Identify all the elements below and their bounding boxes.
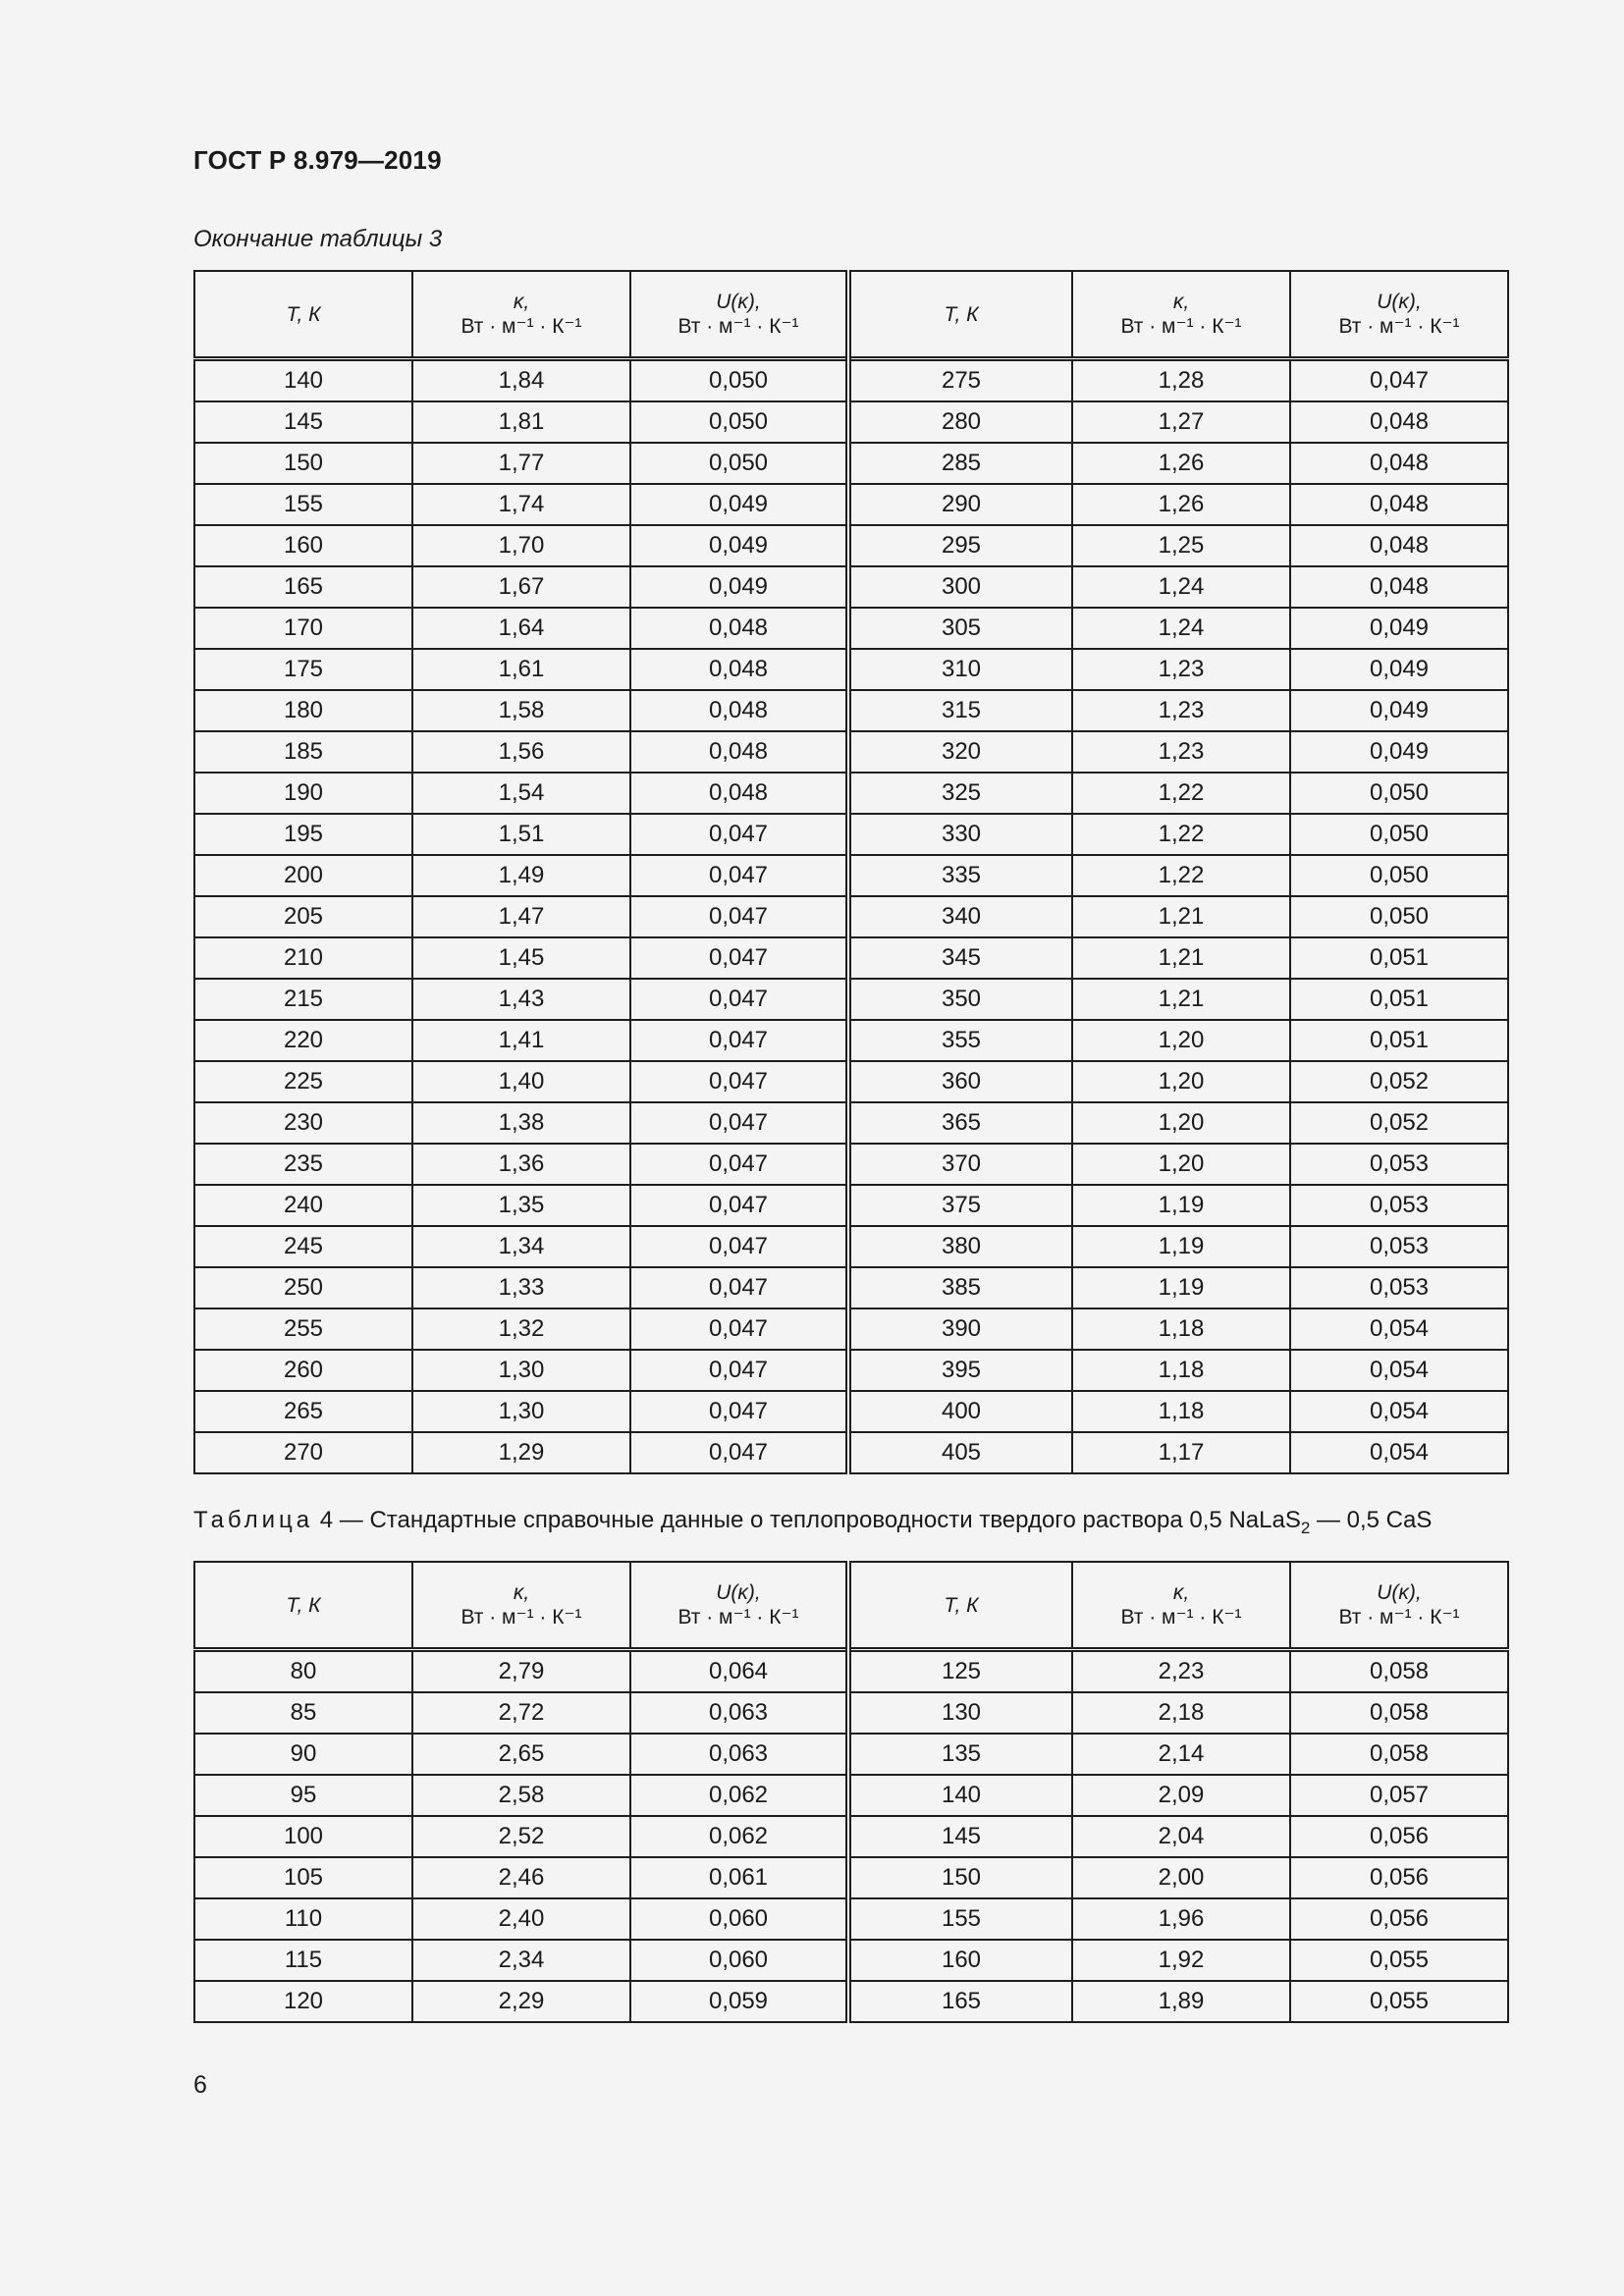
cell-uncertainty: 0,053: [1290, 1267, 1508, 1308]
table-row: [194, 1816, 1508, 1857]
table-row: [194, 1267, 1508, 1308]
cell-conductivity: 2,18: [1072, 1692, 1290, 1734]
cell-conductivity: 1,34: [412, 1226, 630, 1267]
cell-uncertainty: 0,051: [1290, 979, 1508, 1020]
table-row: [194, 608, 1508, 649]
cell-uncertainty: 0,056: [1290, 1898, 1508, 1940]
cell-temperature: 165: [194, 566, 412, 608]
cell-uncertainty: 0,048: [630, 608, 848, 649]
table-row: [194, 1308, 1508, 1350]
cell-temperature: 265: [194, 1391, 412, 1432]
cell-conductivity: 1,77: [412, 443, 630, 484]
cell-temperature: 330: [848, 814, 1072, 855]
cell-temperature: 340: [848, 896, 1072, 937]
table-row: [194, 1061, 1508, 1102]
table-4-caption: Таблица 4 — Стандартные справочные данные о теплопроводности твердого раствора 0,5 NaLaS$_2$ — 0,5 CaS: [193, 1507, 1433, 1537]
cell-uncertainty: 0,053: [1290, 1144, 1508, 1185]
cell-temperature: 240: [194, 1185, 412, 1226]
cell-uncertainty: 0,047: [630, 1267, 848, 1308]
cell-conductivity: 1,29: [412, 1432, 630, 1473]
cell-uncertainty: 0,048: [630, 649, 848, 690]
cell-temperature: 115: [194, 1940, 412, 1981]
table-row: [194, 1226, 1508, 1267]
cell-conductivity: 2,09: [1072, 1775, 1290, 1816]
cell-uncertainty: 0,053: [1290, 1226, 1508, 1267]
cell-conductivity: 1,35: [412, 1185, 630, 1226]
cell-temperature: 355: [848, 1020, 1072, 1061]
cell-temperature: 100: [194, 1816, 412, 1857]
cell-temperature: 285: [848, 443, 1072, 484]
table-3-continuation-caption: Окончание таблицы 3: [193, 226, 443, 252]
cell-uncertainty: 0,052: [1290, 1102, 1508, 1144]
cell-temperature: 160: [848, 1940, 1072, 1981]
cell-uncertainty: 0,048: [630, 690, 848, 731]
cell-temperature: 105: [194, 1857, 412, 1898]
cell-conductivity: 1,22: [1072, 855, 1290, 896]
cell-conductivity: 2,79: [412, 1650, 630, 1693]
cell-conductivity: 2,34: [412, 1940, 630, 1981]
cell-conductivity: 1,30: [412, 1350, 630, 1391]
cell-temperature: 95: [194, 1775, 412, 1816]
cell-uncertainty: 0,048: [1290, 484, 1508, 525]
cell-conductivity: 1,41: [412, 1020, 630, 1061]
cell-uncertainty: 0,064: [630, 1650, 848, 1693]
cell-uncertainty: 0,049: [1290, 690, 1508, 731]
cell-temperature: 125: [848, 1650, 1072, 1693]
cell-conductivity: 1,96: [1072, 1898, 1290, 1940]
cell-conductivity: 1,58: [412, 690, 630, 731]
cell-uncertainty: 0,049: [630, 525, 848, 566]
cell-conductivity: 1,21: [1072, 896, 1290, 937]
cell-temperature: 390: [848, 1308, 1072, 1350]
col-header-temperature: Т, К: [194, 1562, 412, 1650]
cell-conductivity: 1,84: [412, 359, 630, 402]
cell-conductivity: 1,18: [1072, 1350, 1290, 1391]
cell-uncertainty: 0,047: [630, 1391, 848, 1432]
cell-uncertainty: 0,047: [630, 1350, 848, 1391]
cell-uncertainty: 0,057: [1290, 1775, 1508, 1816]
page-number: 6: [193, 2071, 207, 2099]
cell-conductivity: 1,30: [412, 1391, 630, 1432]
cell-uncertainty: 0,047: [1290, 359, 1508, 402]
cell-conductivity: 1,20: [1072, 1020, 1290, 1061]
cell-temperature: 405: [848, 1432, 1072, 1473]
table-row: [194, 359, 1508, 402]
cell-conductivity: 1,18: [1072, 1391, 1290, 1432]
cell-uncertainty: 0,049: [630, 484, 848, 525]
cell-conductivity: 1,61: [412, 649, 630, 690]
cell-uncertainty: 0,047: [630, 1226, 848, 1267]
cell-temperature: 155: [194, 484, 412, 525]
cell-conductivity: 1,19: [1072, 1267, 1290, 1308]
table-row: [194, 1650, 1508, 1693]
cell-uncertainty: 0,059: [630, 1981, 848, 2022]
table-row: [194, 1775, 1508, 1816]
cell-temperature: 310: [848, 649, 1072, 690]
table-3: [193, 270, 1509, 1474]
table-row: [194, 1981, 1508, 2022]
cell-uncertainty: 0,062: [630, 1816, 848, 1857]
cell-temperature: 225: [194, 1061, 412, 1102]
table-row: [194, 1940, 1508, 1981]
col-header-uncertainty: U(κ), Вт · м⁻¹ · К⁻¹: [1290, 1562, 1508, 1650]
cell-conductivity: 1,92: [1072, 1940, 1290, 1981]
cell-temperature: 235: [194, 1144, 412, 1185]
cell-uncertainty: 0,062: [630, 1775, 848, 1816]
table-row: [194, 1391, 1508, 1432]
cell-temperature: 280: [848, 401, 1072, 443]
table-row: [194, 1020, 1508, 1061]
cell-conductivity: 1,24: [1072, 608, 1290, 649]
cell-temperature: 230: [194, 1102, 412, 1144]
table-row: [194, 1432, 1508, 1473]
cell-temperature: 145: [848, 1816, 1072, 1857]
cell-temperature: 220: [194, 1020, 412, 1061]
table-row: [194, 566, 1508, 608]
cell-temperature: 80: [194, 1650, 412, 1693]
cell-conductivity: 2,65: [412, 1734, 630, 1775]
cell-uncertainty: 0,050: [630, 443, 848, 484]
table-row: [194, 1857, 1508, 1898]
cell-temperature: 150: [848, 1857, 1072, 1898]
cell-temperature: 190: [194, 773, 412, 814]
cell-conductivity: 1,23: [1072, 731, 1290, 773]
cell-uncertainty: 0,048: [630, 731, 848, 773]
cell-conductivity: 1,43: [412, 979, 630, 1020]
cell-conductivity: 1,36: [412, 1144, 630, 1185]
cell-temperature: 215: [194, 979, 412, 1020]
cell-uncertainty: 0,060: [630, 1940, 848, 1981]
cell-temperature: 290: [848, 484, 1072, 525]
cell-uncertainty: 0,054: [1290, 1308, 1508, 1350]
cell-temperature: 365: [848, 1102, 1072, 1144]
cell-conductivity: 1,21: [1072, 937, 1290, 979]
table-row: [194, 1185, 1508, 1226]
cell-conductivity: 1,33: [412, 1267, 630, 1308]
cell-uncertainty: 0,058: [1290, 1650, 1508, 1693]
cell-temperature: 245: [194, 1226, 412, 1267]
cell-uncertainty: 0,060: [630, 1898, 848, 1940]
cell-temperature: 345: [848, 937, 1072, 979]
cell-uncertainty: 0,049: [630, 566, 848, 608]
cell-temperature: 400: [848, 1391, 1072, 1432]
cell-uncertainty: 0,053: [1290, 1185, 1508, 1226]
col-header-uncertainty: U(κ), Вт · м⁻¹ · К⁻¹: [630, 1562, 848, 1650]
cell-uncertainty: 0,056: [1290, 1857, 1508, 1898]
col-header-uncertainty: U(κ), Вт · м⁻¹ · К⁻¹: [1290, 271, 1508, 359]
cell-temperature: 335: [848, 855, 1072, 896]
table-row: [194, 484, 1508, 525]
table-row: [194, 1350, 1508, 1391]
cell-uncertainty: 0,058: [1290, 1692, 1508, 1734]
table-row: [194, 443, 1508, 484]
cell-temperature: 350: [848, 979, 1072, 1020]
cell-conductivity: 1,38: [412, 1102, 630, 1144]
cell-conductivity: 1,49: [412, 855, 630, 896]
cell-conductivity: 1,21: [1072, 979, 1290, 1020]
table-row: [194, 1734, 1508, 1775]
cell-conductivity: 1,19: [1072, 1226, 1290, 1267]
cell-uncertainty: 0,047: [630, 1020, 848, 1061]
cell-temperature: 145: [194, 401, 412, 443]
cell-conductivity: 1,22: [1072, 773, 1290, 814]
cell-conductivity: 2,04: [1072, 1816, 1290, 1857]
cell-conductivity: 2,23: [1072, 1650, 1290, 1693]
cell-uncertainty: 0,054: [1290, 1391, 1508, 1432]
cell-temperature: 275: [848, 359, 1072, 402]
cell-temperature: 270: [194, 1432, 412, 1473]
cell-conductivity: 1,67: [412, 566, 630, 608]
cell-conductivity: 1,25: [1072, 525, 1290, 566]
col-header-temperature: Т, К: [848, 1562, 1072, 1650]
cell-uncertainty: 0,063: [630, 1692, 848, 1734]
cell-uncertainty: 0,048: [1290, 566, 1508, 608]
table-row: [194, 1102, 1508, 1144]
cell-conductivity: 1,40: [412, 1061, 630, 1102]
cell-uncertainty: 0,050: [1290, 855, 1508, 896]
col-header-conductivity: κ, Вт · м⁻¹ · К⁻¹: [1072, 1562, 1290, 1650]
col-header-temperature: Т, К: [848, 271, 1072, 359]
cell-uncertainty: 0,063: [630, 1734, 848, 1775]
cell-conductivity: 1,27: [1072, 401, 1290, 443]
col-header-conductivity: κ, Вт · м⁻¹ · К⁻¹: [412, 1562, 630, 1650]
cell-conductivity: 1,56: [412, 731, 630, 773]
cell-temperature: 395: [848, 1350, 1072, 1391]
cell-temperature: 110: [194, 1898, 412, 1940]
cell-temperature: 165: [848, 1981, 1072, 2022]
cell-temperature: 130: [848, 1692, 1072, 1734]
cell-conductivity: 1,26: [1072, 443, 1290, 484]
cell-uncertainty: 0,051: [1290, 937, 1508, 979]
cell-conductivity: 1,74: [412, 484, 630, 525]
cell-conductivity: 1,20: [1072, 1061, 1290, 1102]
cell-conductivity: 1,89: [1072, 1981, 1290, 2022]
cell-uncertainty: 0,047: [630, 1061, 848, 1102]
cell-temperature: 135: [848, 1734, 1072, 1775]
cell-conductivity: 2,29: [412, 1981, 630, 2022]
table-row: [194, 1692, 1508, 1734]
cell-temperature: 160: [194, 525, 412, 566]
cell-temperature: 375: [848, 1185, 1072, 1226]
cell-temperature: 260: [194, 1350, 412, 1391]
table-row: [194, 690, 1508, 731]
cell-temperature: 315: [848, 690, 1072, 731]
cell-conductivity: 1,17: [1072, 1432, 1290, 1473]
cell-uncertainty: 0,047: [630, 1308, 848, 1350]
cell-temperature: 195: [194, 814, 412, 855]
cell-uncertainty: 0,047: [630, 1102, 848, 1144]
cell-temperature: 185: [194, 731, 412, 773]
table-row: [194, 1898, 1508, 1940]
col-header-temperature: Т, К: [194, 271, 412, 359]
cell-conductivity: 1,32: [412, 1308, 630, 1350]
cell-uncertainty: 0,047: [630, 937, 848, 979]
cell-conductivity: 2,40: [412, 1898, 630, 1940]
cell-temperature: 380: [848, 1226, 1072, 1267]
cell-conductivity: 2,46: [412, 1857, 630, 1898]
cell-uncertainty: 0,048: [1290, 443, 1508, 484]
table-row: [194, 814, 1508, 855]
cell-temperature: 295: [848, 525, 1072, 566]
cell-conductivity: 2,52: [412, 1816, 630, 1857]
cell-temperature: 140: [848, 1775, 1072, 1816]
table-row: [194, 731, 1508, 773]
cell-temperature: 120: [194, 1981, 412, 2022]
table-row: [194, 1144, 1508, 1185]
table-4: [193, 1561, 1509, 2023]
cell-conductivity: 1,18: [1072, 1308, 1290, 1350]
col-header-uncertainty: U(κ), Вт · м⁻¹ · К⁻¹: [630, 271, 848, 359]
cell-conductivity: 1,70: [412, 525, 630, 566]
cell-temperature: 305: [848, 608, 1072, 649]
col-header-conductivity: κ, Вт · м⁻¹ · К⁻¹: [1072, 271, 1290, 359]
cell-conductivity: 1,28: [1072, 359, 1290, 402]
cell-uncertainty: 0,050: [1290, 896, 1508, 937]
cell-uncertainty: 0,055: [1290, 1940, 1508, 1981]
table-row: [194, 979, 1508, 1020]
cell-uncertainty: 0,050: [1290, 814, 1508, 855]
cell-uncertainty: 0,056: [1290, 1816, 1508, 1857]
cell-conductivity: 1,23: [1072, 649, 1290, 690]
table-header-row: [194, 271, 1508, 359]
cell-temperature: 360: [848, 1061, 1072, 1102]
cell-temperature: 150: [194, 443, 412, 484]
cell-uncertainty: 0,047: [630, 814, 848, 855]
cell-conductivity: 1,45: [412, 937, 630, 979]
cell-uncertainty: 0,047: [630, 855, 848, 896]
cell-uncertainty: 0,048: [630, 773, 848, 814]
cell-temperature: 170: [194, 608, 412, 649]
cell-temperature: 90: [194, 1734, 412, 1775]
cell-temperature: 320: [848, 731, 1072, 773]
cell-conductivity: 2,14: [1072, 1734, 1290, 1775]
cell-uncertainty: 0,048: [1290, 525, 1508, 566]
table-row: [194, 896, 1508, 937]
cell-uncertainty: 0,050: [630, 401, 848, 443]
cell-uncertainty: 0,050: [1290, 773, 1508, 814]
cell-uncertainty: 0,058: [1290, 1734, 1508, 1775]
cell-temperature: 200: [194, 855, 412, 896]
cell-uncertainty: 0,061: [630, 1857, 848, 1898]
cell-uncertainty: 0,047: [630, 1185, 848, 1226]
table-row: [194, 401, 1508, 443]
cell-conductivity: 1,51: [412, 814, 630, 855]
cell-conductivity: 1,47: [412, 896, 630, 937]
cell-conductivity: 1,64: [412, 608, 630, 649]
col-header-conductivity: κ, Вт · м⁻¹ · К⁻¹: [412, 271, 630, 359]
document-header: ГОСТ Р 8.979—2019: [193, 145, 442, 175]
cell-conductivity: 1,81: [412, 401, 630, 443]
cell-conductivity: 1,19: [1072, 1185, 1290, 1226]
cell-uncertainty: 0,048: [1290, 401, 1508, 443]
cell-conductivity: 1,20: [1072, 1144, 1290, 1185]
cell-temperature: 140: [194, 359, 412, 402]
cell-uncertainty: 0,049: [1290, 731, 1508, 773]
table-row: [194, 773, 1508, 814]
cell-uncertainty: 0,047: [630, 896, 848, 937]
cell-conductivity: 2,72: [412, 1692, 630, 1734]
cell-conductivity: 1,26: [1072, 484, 1290, 525]
cell-uncertainty: 0,054: [1290, 1432, 1508, 1473]
cell-temperature: 175: [194, 649, 412, 690]
cell-conductivity: 1,22: [1072, 814, 1290, 855]
cell-conductivity: 1,54: [412, 773, 630, 814]
cell-temperature: 155: [848, 1898, 1072, 1940]
table-row: [194, 855, 1508, 896]
table-row: [194, 525, 1508, 566]
table-header-row: [194, 1562, 1508, 1650]
cell-temperature: 210: [194, 937, 412, 979]
cell-temperature: 180: [194, 690, 412, 731]
table-row: [194, 649, 1508, 690]
cell-temperature: 300: [848, 566, 1072, 608]
table-row: [194, 937, 1508, 979]
cell-temperature: 205: [194, 896, 412, 937]
cell-temperature: 385: [848, 1267, 1072, 1308]
cell-temperature: 370: [848, 1144, 1072, 1185]
cell-temperature: 85: [194, 1692, 412, 1734]
cell-uncertainty: 0,047: [630, 1432, 848, 1473]
cell-uncertainty: 0,049: [1290, 649, 1508, 690]
cell-uncertainty: 0,047: [630, 1144, 848, 1185]
cell-uncertainty: 0,055: [1290, 1981, 1508, 2022]
cell-uncertainty: 0,051: [1290, 1020, 1508, 1061]
cell-temperature: 255: [194, 1308, 412, 1350]
cell-temperature: 325: [848, 773, 1072, 814]
cell-uncertainty: 0,052: [1290, 1061, 1508, 1102]
cell-uncertainty: 0,050: [630, 359, 848, 402]
cell-conductivity: 1,23: [1072, 690, 1290, 731]
cell-uncertainty: 0,049: [1290, 608, 1508, 649]
cell-uncertainty: 0,054: [1290, 1350, 1508, 1391]
cell-uncertainty: 0,047: [630, 979, 848, 1020]
cell-conductivity: 2,58: [412, 1775, 630, 1816]
cell-conductivity: 1,20: [1072, 1102, 1290, 1144]
cell-conductivity: 2,00: [1072, 1857, 1290, 1898]
cell-conductivity: 1,24: [1072, 566, 1290, 608]
cell-temperature: 250: [194, 1267, 412, 1308]
